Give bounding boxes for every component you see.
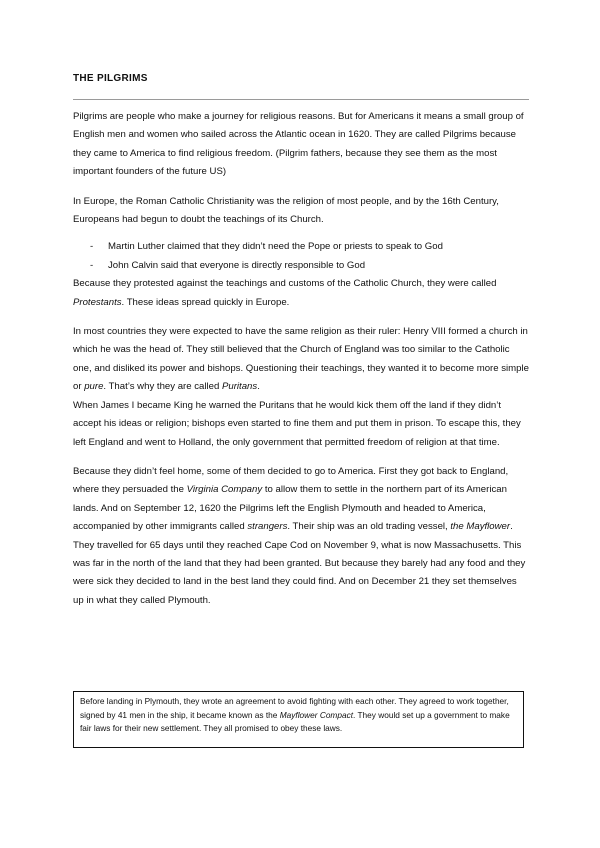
list-item-text: John Calvin said that everyone is directly responsible to God [108,259,366,271]
term-pure: pure [84,381,104,393]
box-text: Before landing in Plymouth, they wrote an agreement to avoid fighting with each other. They agreed to work together, signed by 41 men in the ship, it became known as the Mayflower Compact. They would set up a government to make fair laws for their new settlement. They all promised to obey these laws. [80,696,510,733]
term-strangers: strangers [247,521,288,533]
list-item-text: Martin Luther claimed that they didn’t need the Pope or priests to speak to God [108,241,443,253]
term-virginia-company: Virginia Company [186,484,263,496]
mayflower-compact-box [73,691,524,748]
reformers-list [73,238,529,275]
document-page [73,72,529,610]
paragraph-europe: In Europe, the Roman Catholic Christianity was the religion of most people, and by the 16th Century, Europeans had begun to doubt the teachings of its Church. [73,195,499,226]
title-divider [73,99,529,100]
term-mayflower: the Mayflower [450,521,511,533]
list-item [73,257,529,275]
term-mayflower-compact: Mayflower Compact [279,709,354,720]
paragraph-intro: Pilgrims are people who make a journey for religious reasons. But for Americans it means a small group of English men and women who sailed across the Atlantic ocean in 1620. They are called Pilgrims because they came to America to find religious freedom. (Pilgrim fathers, because they see them as the most important founders of the future US) [73,111,524,178]
paragraph-puritans: In most countries they were expected to have the same religion as their ruler: Henry VIII formed a church in which he was the head of. They still believed that the Church of England was too similar to the Catholic one, and disliked its power and bishops. Questioning their teachings, they wanted it to become more simple or pure. That’s why they are called Puritans. [73,326,529,393]
term-protestants: Protestants [73,296,122,308]
term-puritans: Puritans [221,381,258,393]
page-title: THE PILGRIMS [73,73,148,84]
dash-marker: - [90,241,94,253]
paragraph-james: When James I became King he warned the Puritans that he would kick them off the land if they didn’t accept his ideas or religion; bishops even started to fine them and put them in prison. To escape this, they left England and went to Holland, the only government that permitted freedom of religion at that time. [73,399,521,448]
dash-marker: - [90,259,94,271]
list-item [73,238,529,256]
paragraph-voyage: Because they didn’t feel home, some of them decided to go to America. First they got back to England, where they persuaded the Virginia Company to allow them to settle in the northern part of its American lands. And on September 12, 1620 the Pilgrims left the English Plymouth and headed to America, accompanied by other immigrants called strangers. Their ship was an old trading vessel, the Mayflower. They travelled for 65 days until they reached Cape Cod on November 9, what is now Massachusetts. This was far in the north of the land that they had been granted. But because they barely had any food and they were sick they decided to land in the best land they could find. And on December 21 they set themselves up in what they called Plymouth. [73,465,526,606]
paragraph-protestants: Because they protested against the teachings and customs of the Catholic Church, they were called Protestants. These ideas spread quickly in Europe. [73,278,497,308]
